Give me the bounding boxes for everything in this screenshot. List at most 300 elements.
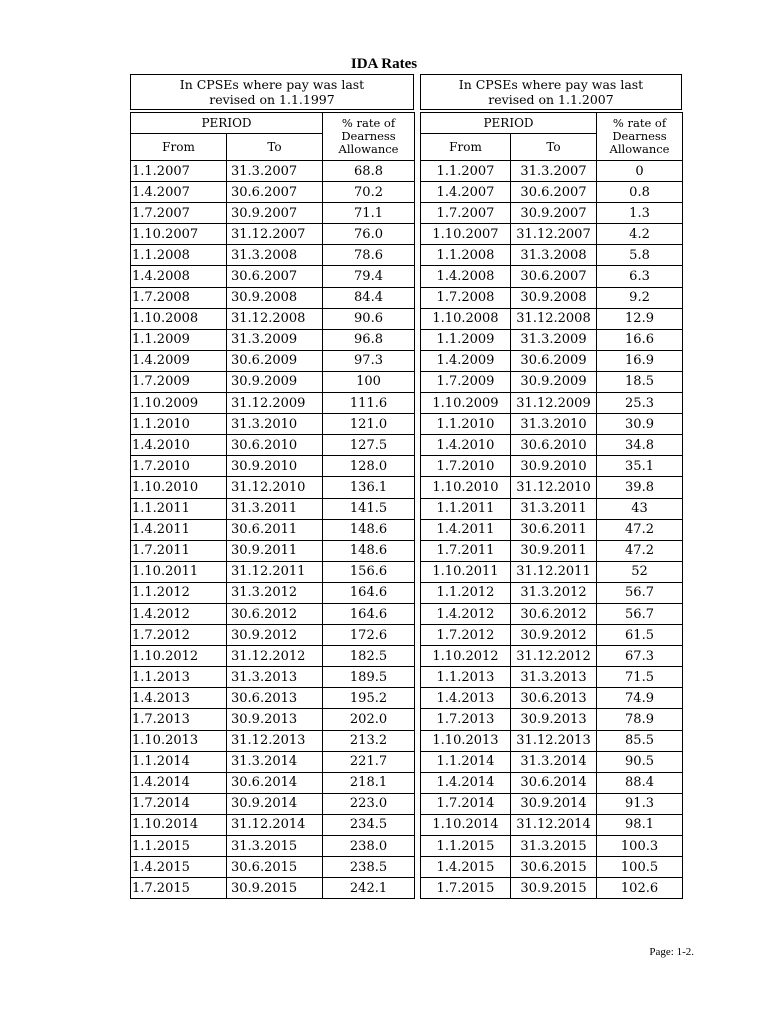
from-header: From [131, 134, 227, 161]
period-from-cell: 1.4.2012 [421, 603, 511, 624]
period-to-cell: 31.12.2007 [511, 224, 597, 245]
period-to-cell: 30.9.2009 [227, 371, 323, 392]
period-to-cell: 31.12.2012 [227, 646, 323, 667]
table-row [421, 498, 683, 519]
da-rate-cell: 12.9 [597, 308, 683, 329]
period-from-cell: 1.1.2012 [131, 582, 227, 603]
da-header-line2: Dearness [612, 129, 667, 143]
group-header-2007-line2: revised on 1.1.2007 [488, 92, 614, 107]
period-from-cell: 1.4.2015 [131, 857, 227, 878]
period-from-cell: 1.7.2007 [131, 203, 227, 224]
period-from-cell: 1.1.2014 [131, 751, 227, 772]
period-from-cell: 1.4.2007 [421, 182, 511, 203]
table-row [131, 224, 415, 245]
period-from-cell: 1.7.2014 [131, 793, 227, 814]
da-rate-cell: 128.0 [323, 456, 415, 477]
table-row [421, 709, 683, 730]
period-to-cell: 30.9.2015 [227, 878, 323, 899]
da-rate-cell: 100.3 [597, 836, 683, 857]
da-rate-cell: 238.0 [323, 836, 415, 857]
table-row [131, 561, 415, 582]
period-to-cell: 31.3.2012 [227, 582, 323, 603]
period-from-cell: 1.4.2009 [131, 350, 227, 371]
period-to-cell: 30.9.2011 [227, 540, 323, 561]
period-from-cell: 1.4.2013 [131, 688, 227, 709]
period-to-cell: 31.12.2008 [227, 308, 323, 329]
da-rate-cell: 100 [323, 371, 415, 392]
period-to-cell: 31.3.2011 [511, 498, 597, 519]
table-row [421, 772, 683, 793]
da-rate-cell: 0 [597, 161, 683, 182]
da-rate-cell: 47.2 [597, 519, 683, 540]
period-to-cell: 31.3.2013 [227, 667, 323, 688]
period-to-cell: 30.9.2010 [227, 456, 323, 477]
period-from-cell: 1.7.2014 [421, 793, 511, 814]
period-to-cell: 30.6.2015 [227, 857, 323, 878]
period-from-cell: 1.4.2014 [131, 772, 227, 793]
period-from-cell: 1.10.2014 [421, 814, 511, 835]
da-rate-cell: 127.5 [323, 435, 415, 456]
table-row [421, 857, 683, 878]
table-row [131, 498, 415, 519]
da-rate-cell: 43 [597, 498, 683, 519]
da-header-line3: Allowance [609, 142, 670, 156]
period-from-cell: 1.4.2007 [131, 182, 227, 203]
da-rate-cell: 5.8 [597, 245, 683, 266]
period-from-cell: 1.1.2015 [131, 836, 227, 857]
table-row [421, 519, 683, 540]
period-to-cell: 31.12.2008 [511, 308, 597, 329]
period-from-cell: 1.10.2011 [131, 561, 227, 582]
da-rate-cell: 213.2 [323, 730, 415, 751]
period-from-cell: 1.1.2011 [421, 498, 511, 519]
da-rate-cell: 67.3 [597, 646, 683, 667]
period-to-cell: 31.3.2012 [511, 582, 597, 603]
group-header-1997-line1: In CPSEs where pay was last [179, 77, 365, 92]
period-from-cell: 1.1.2012 [421, 582, 511, 603]
da-rate-header [323, 113, 415, 161]
table-row [421, 435, 683, 456]
period-from-cell: 1.10.2013 [131, 730, 227, 751]
table-row [131, 456, 415, 477]
table-row [131, 350, 415, 371]
table-row [131, 603, 415, 624]
period-from-cell: 1.4.2015 [421, 857, 511, 878]
table-row [421, 540, 683, 561]
da-rate-cell: 221.7 [323, 751, 415, 772]
period-from-cell: 1.10.2012 [421, 646, 511, 667]
period-header: PERIOD [421, 113, 597, 134]
table-row [131, 477, 415, 498]
period-from-cell: 1.10.2009 [421, 393, 511, 414]
table-row [421, 266, 683, 287]
period-to-cell: 31.3.2007 [227, 161, 323, 182]
da-rate-cell: 156.6 [323, 561, 415, 582]
period-to-cell: 30.9.2008 [227, 287, 323, 308]
period-from-cell: 1.7.2012 [421, 625, 511, 646]
period-from-cell: 1.4.2013 [421, 688, 511, 709]
period-to-cell: 30.9.2011 [511, 540, 597, 561]
period-to-cell: 30.6.2014 [227, 772, 323, 793]
table-row [131, 308, 415, 329]
period-to-cell: 31.3.2008 [511, 245, 597, 266]
table-row [131, 245, 415, 266]
period-from-cell: 1.1.2007 [421, 161, 511, 182]
period-from-cell: 1.7.2008 [131, 287, 227, 308]
table-row [421, 308, 683, 329]
table-row [131, 266, 415, 287]
da-rate-cell: 242.1 [323, 878, 415, 899]
table-row [421, 688, 683, 709]
period-to-cell: 30.6.2013 [511, 688, 597, 709]
table-row [421, 751, 683, 772]
table-row [131, 793, 415, 814]
period-to-cell: 30.6.2011 [511, 519, 597, 540]
da-header-line1: % rate of [612, 116, 667, 130]
group-header-2007 [420, 74, 682, 110]
da-rate-cell: 195.2 [323, 688, 415, 709]
period-to-cell: 31.12.2010 [227, 477, 323, 498]
period-from-cell: 1.10.2012 [131, 646, 227, 667]
da-rate-cell: 6.3 [597, 266, 683, 287]
table-row [421, 878, 683, 899]
period-from-cell: 1.7.2007 [421, 203, 511, 224]
period-to-cell: 31.3.2011 [227, 498, 323, 519]
table-row [421, 393, 683, 414]
table-row [421, 203, 683, 224]
da-rate-cell: 90.6 [323, 308, 415, 329]
da-rate-cell: 111.6 [323, 393, 415, 414]
da-rate-cell: 39.8 [597, 477, 683, 498]
period-from-cell: 1.1.2013 [421, 667, 511, 688]
da-rate-cell: 61.5 [597, 625, 683, 646]
period-to-cell: 30.6.2007 [511, 266, 597, 287]
da-rate-cell: 47.2 [597, 540, 683, 561]
period-from-cell: 1.7.2011 [131, 540, 227, 561]
table-row [131, 667, 415, 688]
da-rate-cell: 234.5 [323, 814, 415, 835]
da-rate-cell: 172.6 [323, 625, 415, 646]
period-to-cell: 30.6.2012 [227, 603, 323, 624]
da-rate-cell: 202.0 [323, 709, 415, 730]
table-row [131, 519, 415, 540]
page-number: Page: 1-2. [649, 946, 694, 958]
period-to-cell: 31.3.2008 [227, 245, 323, 266]
period-from-cell: 1.1.2007 [131, 161, 227, 182]
period-to-cell: 31.3.2009 [227, 329, 323, 350]
table-row [131, 582, 415, 603]
period-from-cell: 1.4.2008 [131, 266, 227, 287]
period-to-cell: 31.12.2013 [511, 730, 597, 751]
table-row [131, 182, 415, 203]
table-row [131, 857, 415, 878]
da-rate-cell: 1.3 [597, 203, 683, 224]
period-to-cell: 31.3.2015 [511, 836, 597, 857]
table-row [131, 625, 415, 646]
da-rate-cell: 0.8 [597, 182, 683, 203]
table-row [421, 245, 683, 266]
table-row [131, 329, 415, 350]
table-row [421, 667, 683, 688]
table-row [131, 814, 415, 835]
period-to-cell: 31.3.2013 [511, 667, 597, 688]
period-to-cell: 31.12.2007 [227, 224, 323, 245]
period-from-cell: 1.4.2010 [421, 435, 511, 456]
period-from-cell: 1.1.2010 [131, 414, 227, 435]
period-from-cell: 1.4.2011 [421, 519, 511, 540]
table-row [421, 371, 683, 392]
period-to-cell: 31.3.2015 [227, 836, 323, 857]
period-from-cell: 1.7.2012 [131, 625, 227, 646]
period-to-cell: 31.3.2010 [511, 414, 597, 435]
da-rate-cell: 52 [597, 561, 683, 582]
da-rate-cell: 56.7 [597, 582, 683, 603]
table-row [421, 793, 683, 814]
period-from-cell: 1.7.2013 [131, 709, 227, 730]
period-from-cell: 1.7.2013 [421, 709, 511, 730]
period-to-cell: 30.6.2013 [227, 688, 323, 709]
table-row [421, 456, 683, 477]
period-from-cell: 1.4.2014 [421, 772, 511, 793]
da-rate-cell: 100.5 [597, 857, 683, 878]
table-row [131, 540, 415, 561]
table-row [421, 646, 683, 667]
period-from-cell: 1.1.2014 [421, 751, 511, 772]
period-to-cell: 30.9.2009 [511, 371, 597, 392]
da-rate-cell: 102.6 [597, 878, 683, 899]
table-row [421, 625, 683, 646]
table-row [421, 287, 683, 308]
period-to-cell: 30.6.2014 [511, 772, 597, 793]
period-to-cell: 31.12.2014 [227, 814, 323, 835]
table-row [131, 836, 415, 857]
da-rate-cell: 88.4 [597, 772, 683, 793]
period-to-cell: 30.9.2012 [511, 625, 597, 646]
period-from-cell: 1.4.2012 [131, 603, 227, 624]
period-from-cell: 1.10.2008 [421, 308, 511, 329]
period-to-cell: 31.3.2009 [511, 329, 597, 350]
table-row [421, 350, 683, 371]
table-row [131, 287, 415, 308]
da-rate-cell: 182.5 [323, 646, 415, 667]
da-rate-cell: 74.9 [597, 688, 683, 709]
period-to-cell: 30.9.2013 [511, 709, 597, 730]
period-from-cell: 1.7.2010 [421, 456, 511, 477]
table-row [421, 730, 683, 751]
group-header-1997-line2: revised on 1.1.1997 [209, 92, 335, 107]
period-to-cell: 30.9.2014 [227, 793, 323, 814]
da-rate-cell: 76.0 [323, 224, 415, 245]
period-to-cell: 30.6.2007 [227, 182, 323, 203]
period-from-cell: 1.1.2013 [131, 667, 227, 688]
period-from-cell: 1.1.2010 [421, 414, 511, 435]
period-to-cell: 30.6.2012 [511, 603, 597, 624]
table-row [131, 435, 415, 456]
table-row [131, 751, 415, 772]
period-to-cell: 31.12.2011 [511, 561, 597, 582]
period-to-cell: 31.12.2013 [227, 730, 323, 751]
da-rate-cell: 189.5 [323, 667, 415, 688]
table-row [421, 161, 683, 182]
da-rate-cell: 148.6 [323, 519, 415, 540]
da-rate-cell: 30.9 [597, 414, 683, 435]
table-row [421, 477, 683, 498]
period-from-cell: 1.7.2015 [421, 878, 511, 899]
period-to-cell: 30.6.2015 [511, 857, 597, 878]
period-to-cell: 30.9.2007 [227, 203, 323, 224]
to-header: To [227, 134, 323, 161]
da-rate-cell: 164.6 [323, 582, 415, 603]
da-rate-cell: 238.5 [323, 857, 415, 878]
da-rate-cell: 16.6 [597, 329, 683, 350]
period-to-cell: 30.9.2013 [227, 709, 323, 730]
period-to-cell: 30.9.2014 [511, 793, 597, 814]
period-from-cell: 1.7.2008 [421, 287, 511, 308]
table-row [131, 688, 415, 709]
da-rate-cell: 223.0 [323, 793, 415, 814]
period-from-cell: 1.4.2011 [131, 519, 227, 540]
da-header-line2: Dearness [341, 129, 396, 143]
period-to-cell: 30.9.2012 [227, 625, 323, 646]
period-to-cell: 31.12.2012 [511, 646, 597, 667]
period-from-cell: 1.10.2009 [131, 393, 227, 414]
table-row [421, 182, 683, 203]
table-row [421, 836, 683, 857]
period-from-cell: 1.1.2011 [131, 498, 227, 519]
da-rate-cell: 136.1 [323, 477, 415, 498]
from-header: From [421, 134, 511, 161]
period-to-cell: 30.6.2009 [227, 350, 323, 371]
da-rate-cell: 71.5 [597, 667, 683, 688]
da-rate-cell: 218.1 [323, 772, 415, 793]
da-rate-header [597, 113, 683, 161]
period-from-cell: 1.4.2009 [421, 350, 511, 371]
period-from-cell: 1.7.2009 [131, 371, 227, 392]
table-row [421, 582, 683, 603]
table-row [131, 730, 415, 751]
period-to-cell: 30.9.2007 [511, 203, 597, 224]
period-from-cell: 1.1.2015 [421, 836, 511, 857]
period-from-cell: 1.1.2008 [131, 245, 227, 266]
table-row [421, 414, 683, 435]
table-row [131, 203, 415, 224]
period-to-cell: 31.12.2010 [511, 477, 597, 498]
table-row [421, 561, 683, 582]
period-to-cell: 30.9.2010 [511, 456, 597, 477]
period-from-cell: 1.1.2009 [421, 329, 511, 350]
period-to-cell: 31.3.2007 [511, 161, 597, 182]
period-header: PERIOD [131, 113, 323, 134]
da-rate-cell: 18.5 [597, 371, 683, 392]
table-row [131, 772, 415, 793]
da-rate-cell: 84.4 [323, 287, 415, 308]
ida-table-2007 [420, 112, 683, 899]
period-from-cell: 1.1.2009 [131, 329, 227, 350]
da-rate-cell: 98.1 [597, 814, 683, 835]
table-row [131, 393, 415, 414]
table-row [131, 414, 415, 435]
to-header: To [511, 134, 597, 161]
da-rate-cell: 164.6 [323, 603, 415, 624]
da-rate-cell: 68.8 [323, 161, 415, 182]
da-rate-cell: 4.2 [597, 224, 683, 245]
period-to-cell: 31.3.2010 [227, 414, 323, 435]
da-rate-cell: 35.1 [597, 456, 683, 477]
da-rate-cell: 70.2 [323, 182, 415, 203]
period-from-cell: 1.7.2009 [421, 371, 511, 392]
period-from-cell: 1.10.2011 [421, 561, 511, 582]
period-to-cell: 31.3.2014 [227, 751, 323, 772]
page-title: IDA Rates [350, 56, 418, 72]
da-rate-cell: 16.9 [597, 350, 683, 371]
period-to-cell: 31.12.2011 [227, 561, 323, 582]
period-to-cell: 30.9.2015 [511, 878, 597, 899]
table-row [421, 224, 683, 245]
period-from-cell: 1.10.2007 [421, 224, 511, 245]
period-from-cell: 1.10.2014 [131, 814, 227, 835]
period-to-cell: 30.6.2009 [511, 350, 597, 371]
da-rate-cell: 91.3 [597, 793, 683, 814]
group-header-2007-line1: In CPSEs where pay was last [458, 77, 644, 92]
da-rate-cell: 78.9 [597, 709, 683, 730]
period-to-cell: 30.6.2007 [227, 266, 323, 287]
period-from-cell: 1.4.2010 [131, 435, 227, 456]
period-to-cell: 31.3.2014 [511, 751, 597, 772]
period-from-cell: 1.7.2015 [131, 878, 227, 899]
da-rate-cell: 85.5 [597, 730, 683, 751]
period-from-cell: 1.10.2008 [131, 308, 227, 329]
period-from-cell: 1.4.2008 [421, 266, 511, 287]
da-rate-cell: 25.3 [597, 393, 683, 414]
da-rate-cell: 78.6 [323, 245, 415, 266]
da-rate-cell: 90.5 [597, 751, 683, 772]
table-row [131, 161, 415, 182]
period-to-cell: 31.12.2009 [511, 393, 597, 414]
table-row [421, 603, 683, 624]
table-row [131, 709, 415, 730]
period-to-cell: 31.12.2009 [227, 393, 323, 414]
da-rate-cell: 71.1 [323, 203, 415, 224]
ida-table-1997 [130, 112, 415, 899]
group-header-1997 [130, 74, 414, 110]
period-from-cell: 1.10.2007 [131, 224, 227, 245]
da-rate-cell: 9.2 [597, 287, 683, 308]
da-rate-cell: 141.5 [323, 498, 415, 519]
table-row [421, 814, 683, 835]
table-row [131, 878, 415, 899]
da-rate-cell: 121.0 [323, 414, 415, 435]
da-rate-cell: 56.7 [597, 603, 683, 624]
da-header-line3: Allowance [338, 142, 399, 156]
da-rate-cell: 148.6 [323, 540, 415, 561]
period-to-cell: 30.9.2008 [511, 287, 597, 308]
period-from-cell: 1.1.2008 [421, 245, 511, 266]
period-to-cell: 30.6.2007 [511, 182, 597, 203]
table-row [421, 329, 683, 350]
period-from-cell: 1.10.2013 [421, 730, 511, 751]
da-rate-cell: 96.8 [323, 329, 415, 350]
period-from-cell: 1.10.2010 [131, 477, 227, 498]
da-rate-cell: 97.3 [323, 350, 415, 371]
period-to-cell: 30.6.2010 [227, 435, 323, 456]
period-from-cell: 1.7.2010 [131, 456, 227, 477]
period-to-cell: 31.12.2014 [511, 814, 597, 835]
table-row [131, 646, 415, 667]
period-to-cell: 30.6.2010 [511, 435, 597, 456]
period-to-cell: 30.6.2011 [227, 519, 323, 540]
da-rate-cell: 34.8 [597, 435, 683, 456]
period-from-cell: 1.10.2010 [421, 477, 511, 498]
